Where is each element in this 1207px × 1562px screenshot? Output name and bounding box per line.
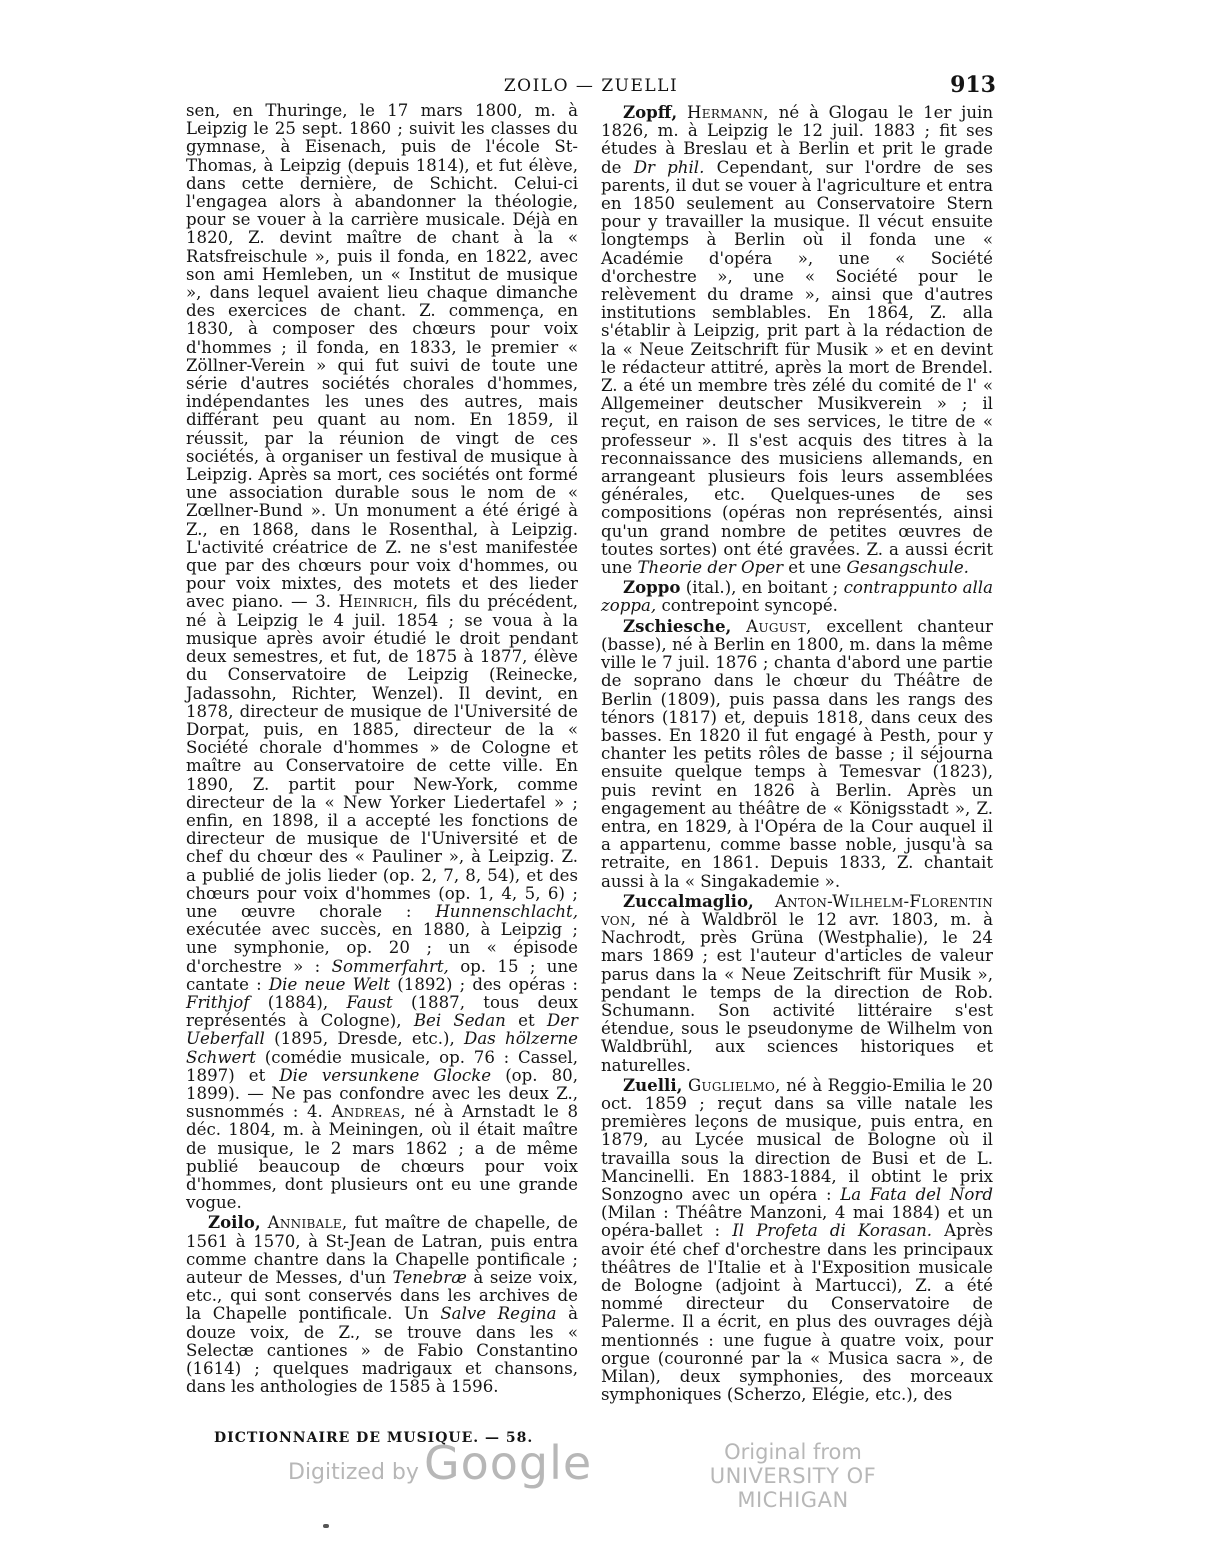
work-title: La Fata del Nord xyxy=(840,1184,993,1204)
work-title: Salve Regina xyxy=(440,1304,557,1324)
entry-zoilo: Zoilo, Annibale, fut maître de chapelle, de 1561 à 1570, à St-Jean de Latran, puis entra comme chantre dans la Chapelle pontificale ; auteur de Messes, d'un Tenebræ à seize voix, etc., qui sont conservés dans les archives de la Chapelle pontificale. Un Salve Regina à douze voix, de Z., se trouve dans les « Selectæ cantiones » de Fabio Constantino (1614) ; quelques madrigaux et chansons, dans les anthologies de 1585 à 1596. xyxy=(186,1212,579,1397)
work-title: Frithjof xyxy=(186,992,250,1012)
work-title: Il Profeta di Korasan. xyxy=(732,1221,933,1241)
headword: Zschiesche, xyxy=(623,615,732,636)
right-column xyxy=(601,102,993,1404)
person-name: Andreas, xyxy=(331,1102,406,1122)
entry-zuelli: Zuelli, Guglielmo, né à Reggio-Emilia le 20 oct. 1859 ; reçut dans sa ville natale les premières leçons de musique, puis entra, en 1879, au Lycée musical de Bologne où il travailla sous la direction de Busi et de L. Mancinelli. En 1883-1884, il obtint le prix Sonzogno avec un opéra : La Fata del Nord (Milan : Théâtre Manzoni, 4 mai 1884) et un opéra-ballet : Il Profeta di Korasan. Après avoir été chef d'orchestre dans les principaux théâtres de l'Italie et à l'Exposition musicale de Bologne (adjoint à Martucci), Z. a été nommé directeur du Conservatoire de Palerme. Il a écrit, en plus des ouvrages déjà mentionnés : une fugue à quatre voix, pour orgue (couronné par la « Musica sacra », de Milan), deux symphonies, des morceaux symphoniques (Scherzo, Elégie, etc.), des xyxy=(601,1074,993,1405)
work-title: Theorie der Oper xyxy=(637,558,784,578)
entry-zoppo: Zoppo (ital.), en boitant ; contrappunto alla zoppa, contrepoint syncopé. xyxy=(601,577,993,616)
entry-zuccalmaglio: Zuccalmaglio, Anton-Wilhelm-Florentin von, né à Waldbröl le 12 avr. 1803, m. à Nachrodt, près Grüna (Westphalie), le 24 mars 1869 ; est l'auteur d'articles de valeur parus dans la « Neue Zeitschrift für Musik », pendant le temps de la direction de Rob. Schumann. Son activité littéraire s'est étendue, sous le pseudonyme de Wilhelm von Waldbrühl, aux sciences historiques et naturelles. xyxy=(601,890,993,1075)
scan-speck xyxy=(323,1524,329,1528)
person-name: Anton-Wilhelm-Florentin von, xyxy=(601,891,993,929)
headword: Zopff, xyxy=(623,102,678,122)
digitized-label: Digitized by xyxy=(288,1460,419,1485)
digitized-watermark xyxy=(288,1436,592,1490)
page-number: 913 xyxy=(950,72,996,98)
signature-mark: DICTIONNAIRE DE MUSIQUE. — 58. xyxy=(214,1430,534,1446)
original-from-label: Original from xyxy=(724,1440,862,1464)
work-title: Das hölzerne Schwert xyxy=(186,1029,579,1067)
person-name: Guglielmo, xyxy=(687,1075,781,1095)
person-name: Annibale, xyxy=(267,1213,348,1233)
headword: Zuelli, xyxy=(623,1074,683,1095)
entry-zoellner-continued: sen, en Thuringe, le 17 mars 1800, m. à Leipzig le 25 sept. 1860 ; suivit les classes du gymnase, à Eisenach, puis de l'école St-Thomas, à Leipzig (depuis 1814), et fut élève, dans cette dernière, de Schicht. Celui-ci l'engagea alors à abandonner la théologie, pour se vouer à la carrière musicale. Déjà en 1820, Z. devint maître de chant à la « Ratsfreischule », puis il fonda, en 1822, avec son ami Hemleben, un « Institut de musique », dans lequel avaient lieu chaque dimanche des exercices de chant. Z. commença, en 1830, à composer des chœurs pour voix d'hommes ; il fonda, en 1833, le premier « Zöllner-Verein » qui fut suivi de toute une série d'autres sociétés chorales d'hommes, indépendantes les unes des autres, mais différant peu quant au nom. En 1859, il réussit, par la réunion de vingt de ces sociétés, à organiser un festival de musique à Leipzig. Après sa mort, ces sociétés ont formé une association durable sous le nom de « Zœllner-Bund ». Un monument a été érigé à Z., en 1868, dans le Rosenthal, à Leipzig. L'activité créatrice de Z. ne s'est manifestée que par des chœurs pour voix d'hommes, ou pour voix mixtes, des motets et des lieder avec piano. — 3. Heinrich, fils du précédent, né à Leipzig le 4 juil. 1854 ; se voua à la musique après avoir étudié le droit pendant deux semestres, et fut, de 1875 à 1877, élève du Conservatoire de Leipzig (Reinecke, Jadassohn, Richter, Wenzel). Il devint, en 1878, directeur de musique de l'Université de Dorpat, puis, en 1885, directeur de la « Société chorale d'hommes » de Cologne et maître au Conservatoire de cette ville. En 1890, Z. partit pour New-York, comme directeur de la « New Yorker Liedertafel » ; enfin, en 1898, il a accepté les fonctions de directeur de musique de l'Université et de chef du chœur des « Pauliner », à Leipzig. Z. a publié de jolis lieder (op. 2, 7, 8, 54), et des chœurs pour voix d'hommes (op. 1, 4, 5, 6) ; une œuvre chorale : Hunnenschlacht, exécutée avec succès, en 1880, à Leipzig ; une symphonie, op. 20 ; un « épisode d'orchestre » : Sommerfahrt, op. 15 ; une cantate : Die neue Welt (1892) ; des opéras : Frithjof (1884), Faust (1887, tous deux représentés à Cologne), Bei Sedan et Der Ueberfall (1895, Dresde, etc.), Das hölzerne Schwert (comédie musicale, op. 76 : Cassel, 1897) et Die versunkene Glocke (op. 80, 1899). — Ne pas confondre avec les deux Z., susnommés : 4. Andreas, né à Arnstadt le 8 déc. 1804, m. à Meiningen, où il était maître de musique, le 2 mars 1862 ; a de même publié beaucoup de chœurs pour voix d'hommes, dont plusieurs ont eu une grande vogue. xyxy=(186,101,579,1213)
headword: Zoppo xyxy=(623,577,681,598)
work-title: Tenebræ xyxy=(392,1268,467,1287)
library-name: UNIVERSITY OF MICHIGAN xyxy=(709,1464,877,1512)
entry-zschiesche: Zschiesche, August, excellent chanteur (basse), né à Berlin en 1800, m. dans la même ville le 7 juil. 1876 ; chanta d'abord une partie de soprano dans le chœur du Théâtre de Berlin (1809), puis passa dans les rangs des ténors (1817) et, depuis 1818, dans ceux des basses. En 1820 il fut engagé à Pesth, pour y chanter les petits rôles de basse ; il séjourna ensuite quelque temps à Temesvar (1823), puis revint en 1826 à Berlin. Après un engagement au théâtre de « Königsstadt », Z. entra, en 1829, à l'Opéra de la Cour auquel il a appartenu, comme basse noble, jusqu'à sa retraite, en 1861. Depuis 1833, Z. chantait aussi à la « Singakademie ». xyxy=(601,615,993,891)
running-title: ZOILO — ZUELLI xyxy=(503,76,679,96)
person-name: Hermann, xyxy=(686,103,769,122)
person-name: Heinrich, xyxy=(338,592,419,612)
work-title: Die versunkene Glocke xyxy=(279,1065,492,1085)
work-title: Faust xyxy=(346,992,393,1012)
degree: Dr phil. xyxy=(633,157,705,177)
work-title: Gesangschule. xyxy=(846,558,969,578)
work-title: Hunnenschlacht, xyxy=(435,901,578,921)
headword: Zoilo, xyxy=(208,1212,261,1233)
work-title: Bei Sedan xyxy=(413,1011,506,1031)
work-title: Die neue Welt xyxy=(268,974,391,994)
work-title: Der Ueberfall xyxy=(186,1011,578,1049)
running-head xyxy=(186,72,996,102)
work-title: Sommerfahrt, xyxy=(331,956,449,976)
term: contrappunto alla zoppa, xyxy=(601,578,993,616)
entry-zopff: Zopff, Hermann, né à Glogau le 1er juin 1826, m. à Leipzig le 12 juil. 1883 ; fit ses études à Breslau et à Berlin et prit le grade de Dr phil. Cependant, sur l'ordre de ses parents, il dut se vouer à l'agriculture et entra en 1850 seulement au Conservatoire Stern pour y travailler la musique. Il vécut ensuite longtemps à Berlin où il fonda une « Académie d'opéra », une « Société d'orchestre », une « Société pour le relèvement du drame », ainsi que d'autres institutions semblables. En 1864, Z. alla s'établir à Leipzig, prit part à la rédaction de la « Neue Zeitschrift für Musik » et en devint le rédacteur attitré, après la mort de Brendel. Z. a été un membre très zélé du comité de l' « Allgemeiner deutscher Musikverein » ; il reçut, en raison de ses services, le titre de « professeur ». Il s'est acquis des titres à la reconnaissance des musiciens allemands, en arrangeant plusieurs fois leurs assemblées générales, etc. Quelques-unes de ses compositions (opéras non représentés, ainsi qu'un grand nombre de petites œuvres de toutes sortes) ont été gravées. Z. a aussi écrit une Theorie der Oper et une Gesangschule. xyxy=(601,102,994,578)
provenance-watermark xyxy=(668,1440,918,1512)
headword: Zuccalmaglio, xyxy=(623,890,754,911)
person-name: August, xyxy=(746,616,812,636)
google-wordmark: Google xyxy=(424,1436,593,1490)
left-column xyxy=(186,102,578,1396)
